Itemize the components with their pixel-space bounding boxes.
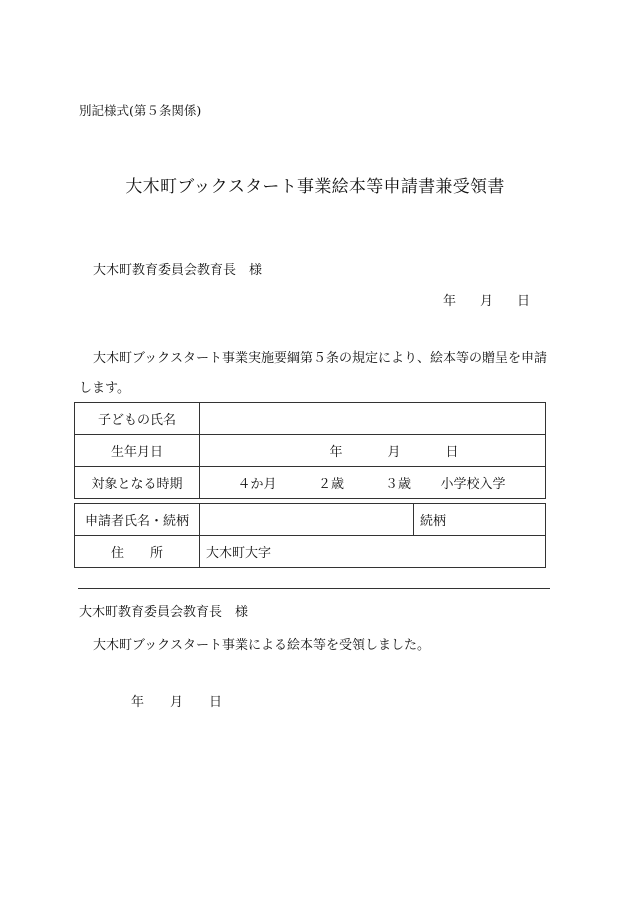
month-label: 月 (170, 695, 184, 710)
table-row (75, 403, 546, 435)
table-row (75, 504, 546, 536)
receipt-date (131, 691, 222, 710)
receipt-addressee: 大木町教育委員会教育長 様 (79, 605, 249, 620)
applicant-name-label: 申請者氏名・続柄 (75, 504, 200, 536)
year-label: 年 (443, 294, 457, 309)
period-option-elementary[interactable]: 小学校入学 (440, 477, 506, 492)
form-number: 別記様式(第５条関係) (79, 103, 202, 118)
application-addressee: 大木町教育委員会教育長 様 (93, 263, 263, 278)
relation-field[interactable] (414, 504, 546, 536)
address-label: 住 所 (75, 536, 200, 568)
child-name-label: 子どもの氏名 (75, 403, 200, 435)
period-label: 対象となる時期 (75, 467, 200, 499)
period-options (200, 467, 546, 499)
day-label: 日 (209, 695, 223, 710)
birth-year-label: 年 (329, 445, 343, 460)
period-option-4months[interactable]: ４か月 (237, 477, 277, 492)
period-option-3years[interactable]: ３歳 (384, 477, 411, 492)
year-label: 年 (131, 695, 145, 710)
birthdate-field[interactable] (200, 435, 546, 467)
day-label: 日 (517, 294, 531, 309)
birth-month-label: 月 (387, 445, 401, 460)
receipt-statement: 大木町ブックスタート事業による絵本等を受領しました。 (93, 638, 430, 653)
relation-label: 続柄 (420, 514, 447, 529)
section-divider (78, 588, 550, 589)
application-date (443, 290, 530, 309)
birth-day-label: 日 (445, 445, 459, 460)
table-row (75, 435, 546, 467)
address-field[interactable] (200, 536, 546, 568)
applicant-info-table (74, 503, 546, 568)
child-info-table (74, 402, 546, 499)
table-row (75, 467, 546, 499)
application-statement: 大木町ブックスタート事業実施要綱第５条の規定により、絵本等の贈呈を申請します。 (79, 351, 547, 396)
child-name-field[interactable] (200, 403, 546, 435)
month-label: 月 (480, 294, 494, 309)
birthdate-label: 生年月日 (75, 435, 200, 467)
table-row (75, 536, 546, 568)
period-option-2years[interactable]: ２歳 (317, 477, 344, 492)
page-title: 大木町ブックスタート事業絵本等申請書兼受領書 (125, 177, 505, 197)
applicant-name-field[interactable] (200, 504, 414, 536)
address-prefix: 大木町大字 (206, 546, 272, 561)
